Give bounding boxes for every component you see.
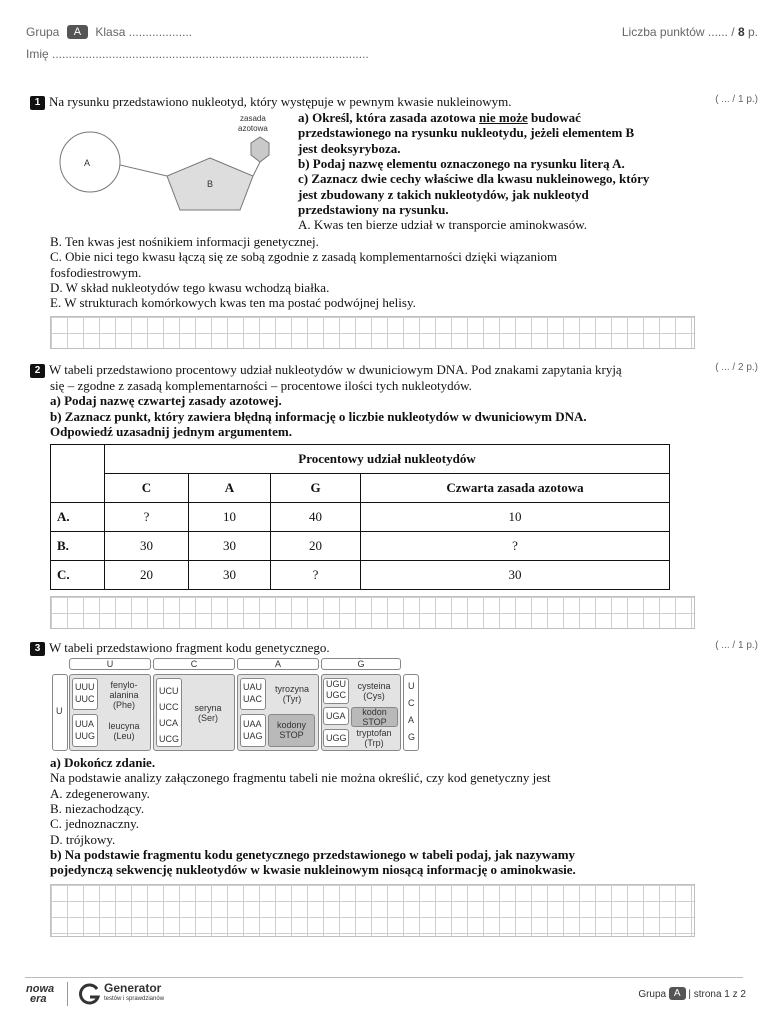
q2-answer-grid[interactable] xyxy=(50,596,695,629)
page-indicator: | strona 1 z 2 xyxy=(688,989,746,1000)
footer-divider xyxy=(25,977,743,978)
codon-col-header: C xyxy=(153,658,235,670)
group-label: Grupa xyxy=(26,25,60,39)
q2-number: 2 xyxy=(30,364,45,378)
q3-option-D[interactable]: D. trójkowy. xyxy=(50,831,116,847)
header-points xyxy=(622,25,758,39)
group-badge: A xyxy=(67,25,88,39)
codon-col-header: U xyxy=(69,658,151,670)
table-row: B. 30 30 20 ? xyxy=(51,532,670,561)
points-label: Liczba punktów ...... / xyxy=(621,25,735,39)
fig-label-base: zasada azotowa xyxy=(238,114,268,133)
footer-group-badge: A xyxy=(669,987,686,1000)
q2-points: ( ... / 2 p.) xyxy=(715,362,758,373)
row-label[interactable]: A. xyxy=(51,503,105,532)
base-hexagon xyxy=(251,137,269,162)
col-header: A xyxy=(189,474,271,503)
first-base: U xyxy=(56,706,63,716)
generator-logo-icon xyxy=(77,982,101,1006)
q2-intro: 2 W tabeli przedstawiono procentowy udział nukleotydów w dwuniciowym DNA. Pod znakami zapytania kryją się – zgodne z zasadą komplementarności – procentowe ilości tych nukleotydów. a) Podaj nazwę czwartej zasady azotowej. b) Zaznacz punkt, który zawiera błędną informację o liczbie nukleotydów w dwuniciowym DNA. Odpowiedź uzasadnij jednym argumentem. xyxy=(30,362,700,439)
points-max: 8 xyxy=(737,25,745,39)
q1-subtasks: a) Określ, która zasada azotowa nie może budować przedstawionego na rysunku nukleotydu, jeżeli elementem B jest deoksyryboza. b) Podaj nazwę elementu oznaczonego na rysunku literą A. c) Zaznacz dwie cechy właściwe dla kwasu nukleinowego, który jest zbudowany z takich nukleotydów, jak nukleotyd przedstawiony na rysunku. A. Kwas ten bierze udział w transporcie aminokwasów. xyxy=(298,110,698,233)
nucleotide-table xyxy=(50,444,670,590)
table-row: A. ? 10 40 10 xyxy=(51,503,670,532)
name-field[interactable]: Imię ............................................................................................... xyxy=(26,47,369,61)
table-title: Procentowy udział nukleotydów xyxy=(105,445,670,474)
header-group xyxy=(26,25,192,39)
q3-points: ( ... / 1 p.) xyxy=(715,640,758,651)
q1-answer-grid[interactable] xyxy=(50,316,695,349)
table-row: C. 20 30 ? 30 xyxy=(51,561,670,590)
row-label[interactable]: C. xyxy=(51,561,105,590)
codon-col-header: G xyxy=(321,658,401,670)
q1-option-B[interactable]: B. Ten kwas jest nośnikiem informacji genetycznej. xyxy=(50,234,319,249)
q1-option-E[interactable]: E. W strukturach komórkowych kwas ten ma postać podwójnej helisy. xyxy=(50,295,416,311)
q1-option-C[interactable]: C. Obie nici tego kwasu łączą się ze sobą zgodnie z zasadą komplementarności dzięki wiązaniom xyxy=(50,249,558,265)
q3-answer-grid[interactable] xyxy=(50,884,695,937)
bond-line xyxy=(120,165,167,176)
q1-intro: 1 Na rysunku przedstawiono nukleotyd, który występuje w pewnym kwasie nukleinowym. xyxy=(30,94,512,110)
row-label[interactable]: B. xyxy=(51,532,105,561)
col-header: G xyxy=(271,474,361,503)
q1-number: 1 xyxy=(30,96,45,110)
q3-option-B[interactable]: B. niezachodzący. xyxy=(50,800,145,816)
col-header: Czwarta zasada azotowa xyxy=(361,474,670,503)
col-header: C xyxy=(105,474,189,503)
fig-label-A: A xyxy=(84,158,91,168)
nowa-era-logo: nowa era xyxy=(26,983,55,1005)
generator-logo: Generator testów i sprawdzianów xyxy=(104,981,165,1002)
q3-intro: 3 W tabeli przedstawiono fragment kodu genetycznego. xyxy=(30,640,330,656)
q1-option-A[interactable]: A. Kwas ten bierze udział w transporcie aminokwasów. xyxy=(298,217,588,233)
q1-options: B. Ten kwas jest nośnikiem informacji genetycznej. C. Obie nici tego kwasu łączą się ze sobą zgodnie z zasadą komplementarności dzięki wiązaniom fosfodiestrowym. D. W skład nukleotydów tego kwasu wchodzą białka. E. W strukturach komórkowych kwas ten ma postać podwójnej helisy. xyxy=(50,234,700,311)
points-unit: p. xyxy=(747,25,758,39)
fig-label-B: B xyxy=(207,179,214,189)
q3-option-A[interactable]: A. zdegenerowany. xyxy=(50,785,150,801)
footer-page: Grupa A | strona 1 z 2 xyxy=(638,988,746,1000)
q3-number: 3 xyxy=(30,642,45,656)
codon-col-header: A xyxy=(237,658,319,670)
q3-option-C[interactable]: C. jednoznaczny. xyxy=(50,816,140,832)
q3-text: a) Dokończ zdanie. Na podstawie analizy załączonego fragmentu tabeli nie można określić, czy kod genetyczny jest A. zdegenerowany. B. niezachodzący. C. jednoznaczny. D. trójkowy. b) Na podstawie fragmentu kodu genetycznego przedstawionego w tabeli podaj, jak nazywamy pojedynczą sekwencję nukleotydów w kwasie nukleinowym niosącą informację o aminokwasie. xyxy=(50,755,730,878)
q1-option-D[interactable]: D. W skład nukleotydów tego kwasu wchodzą białka. xyxy=(50,279,330,295)
q1-points: ( ... / 1 p.) xyxy=(715,94,758,105)
class-field[interactable]: Klasa ................... xyxy=(95,25,193,39)
